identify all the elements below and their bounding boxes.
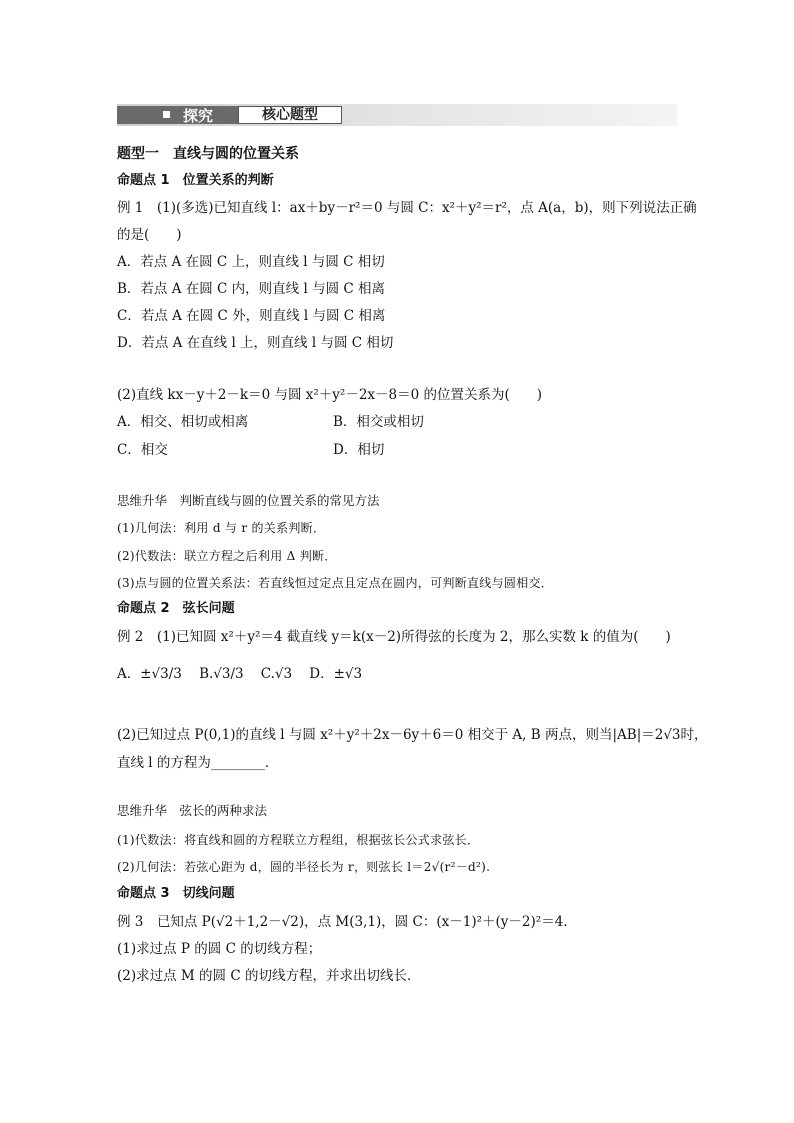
point-title-2: 命题点 2 弦长问题 <box>117 601 235 616</box>
ex2-option-d: D．±√3 <box>309 666 363 682</box>
topic-title: 题型一 直线与圆的位置关系 <box>117 146 299 162</box>
think1-line1: (1)几何法：利用 d 与 r 的关系判断． <box>117 521 326 535</box>
ex2-part2-line2: 直线 l 的方程为________． <box>117 755 279 771</box>
section-subtitle: 核心题型 <box>238 106 342 124</box>
ex1-option-d: D．若点 A 在直线 l 上，则直线 l 与圆 C 相切 <box>117 335 394 351</box>
ex3-part2: (2)求过点 M 的圆 C 的切线方程，并求出切线长． <box>117 968 421 984</box>
ex1-option-a: A．若点 A 在圆 C 上，则直线 l 与圆 C 相切 <box>117 254 385 270</box>
ex2-part2-line1: (2)已知过点 P(0,1)的直线 l 与圆 x²＋y²＋2x－6y＋6＝0 相交于 A, B 两点，则当|AB|＝2√3时， <box>117 727 708 743</box>
ex1-part2-question: (2)直线 kx－y＋2－k＝0 与圆 x²＋y²－2x－8＝0 的位置关系为( ) <box>117 387 543 403</box>
point-title-1: 命题点 1 位置关系的判断 <box>117 173 274 188</box>
ex3-question: 例 3 已知点 P(√2＋1,2－√2)，点 M(3,1)，圆 C：(x－1)²＋(y－2)²＝4. <box>117 914 568 930</box>
ex2-option-b: B.√3/3 <box>199 666 244 682</box>
ex2-question: 例 2 (1)已知圆 x²＋y²＝4 截直线 y＝k(x－2)所得弦的长度为 2，那么实数 k 的值为( ) <box>117 629 671 645</box>
section-label: 探究 <box>183 107 214 125</box>
square-bullet-icon <box>163 111 170 118</box>
ex1-option-c: C．若点 A 在圆 C 外，则直线 l 与圆 C 相离 <box>117 308 386 324</box>
ex2-option-c: C.√3 <box>260 666 293 682</box>
ex1-option-b: B．若点 A 在圆 C 内，则直线 l 与圆 C 相离 <box>117 281 385 297</box>
ex1-part2-option-b: B．相交或相切 <box>333 414 424 430</box>
think2-title: 思维升华 弦长的两种求法 <box>117 803 268 818</box>
ex2-option-a: A．±√3/3 <box>117 666 182 682</box>
ex1-question-line2: 的是( ) <box>117 227 182 243</box>
ex1-part2-option-a: A．相交、相切或相离 <box>117 414 249 430</box>
ex1-part2-option-c: C．相交 <box>117 442 168 458</box>
section-header-dark-block <box>117 106 238 124</box>
think2-line2: (2)几何法：若弦心距为 d，圆的半径长为 r，则弦长 l＝2√(r²－d²). <box>117 860 491 874</box>
ex1-question-line1: 例 1 (1)(多选)已知直线 l：ax＋by－r²＝0 与圆 C：x²＋y²＝r²，点 A(a，b)，则下列说法正确 <box>117 200 697 216</box>
section-header <box>117 104 677 126</box>
point-title-3: 命题点 3 切线问题 <box>117 886 235 901</box>
ex3-part1: (1)求过点 P 的圆 C 的切线方程； <box>117 941 322 957</box>
think2-line1: (1)代数法：将直线和圆的方程联立方程组，根据弦长公式求弦长． <box>117 833 480 847</box>
think1-line3: (3)点与圆的位置关系法：若直线恒过定点且定点在圆内，可判断直线与圆相交． <box>117 576 554 590</box>
think1-line2: (2)代数法：联立方程之后利用 Δ 判断． <box>117 549 337 563</box>
think1-title: 思维升华 判断直线与圆的位置关系的常见方法 <box>117 493 380 508</box>
ex1-part2-option-d: D．相切 <box>333 442 385 458</box>
ex2-options <box>117 664 362 684</box>
